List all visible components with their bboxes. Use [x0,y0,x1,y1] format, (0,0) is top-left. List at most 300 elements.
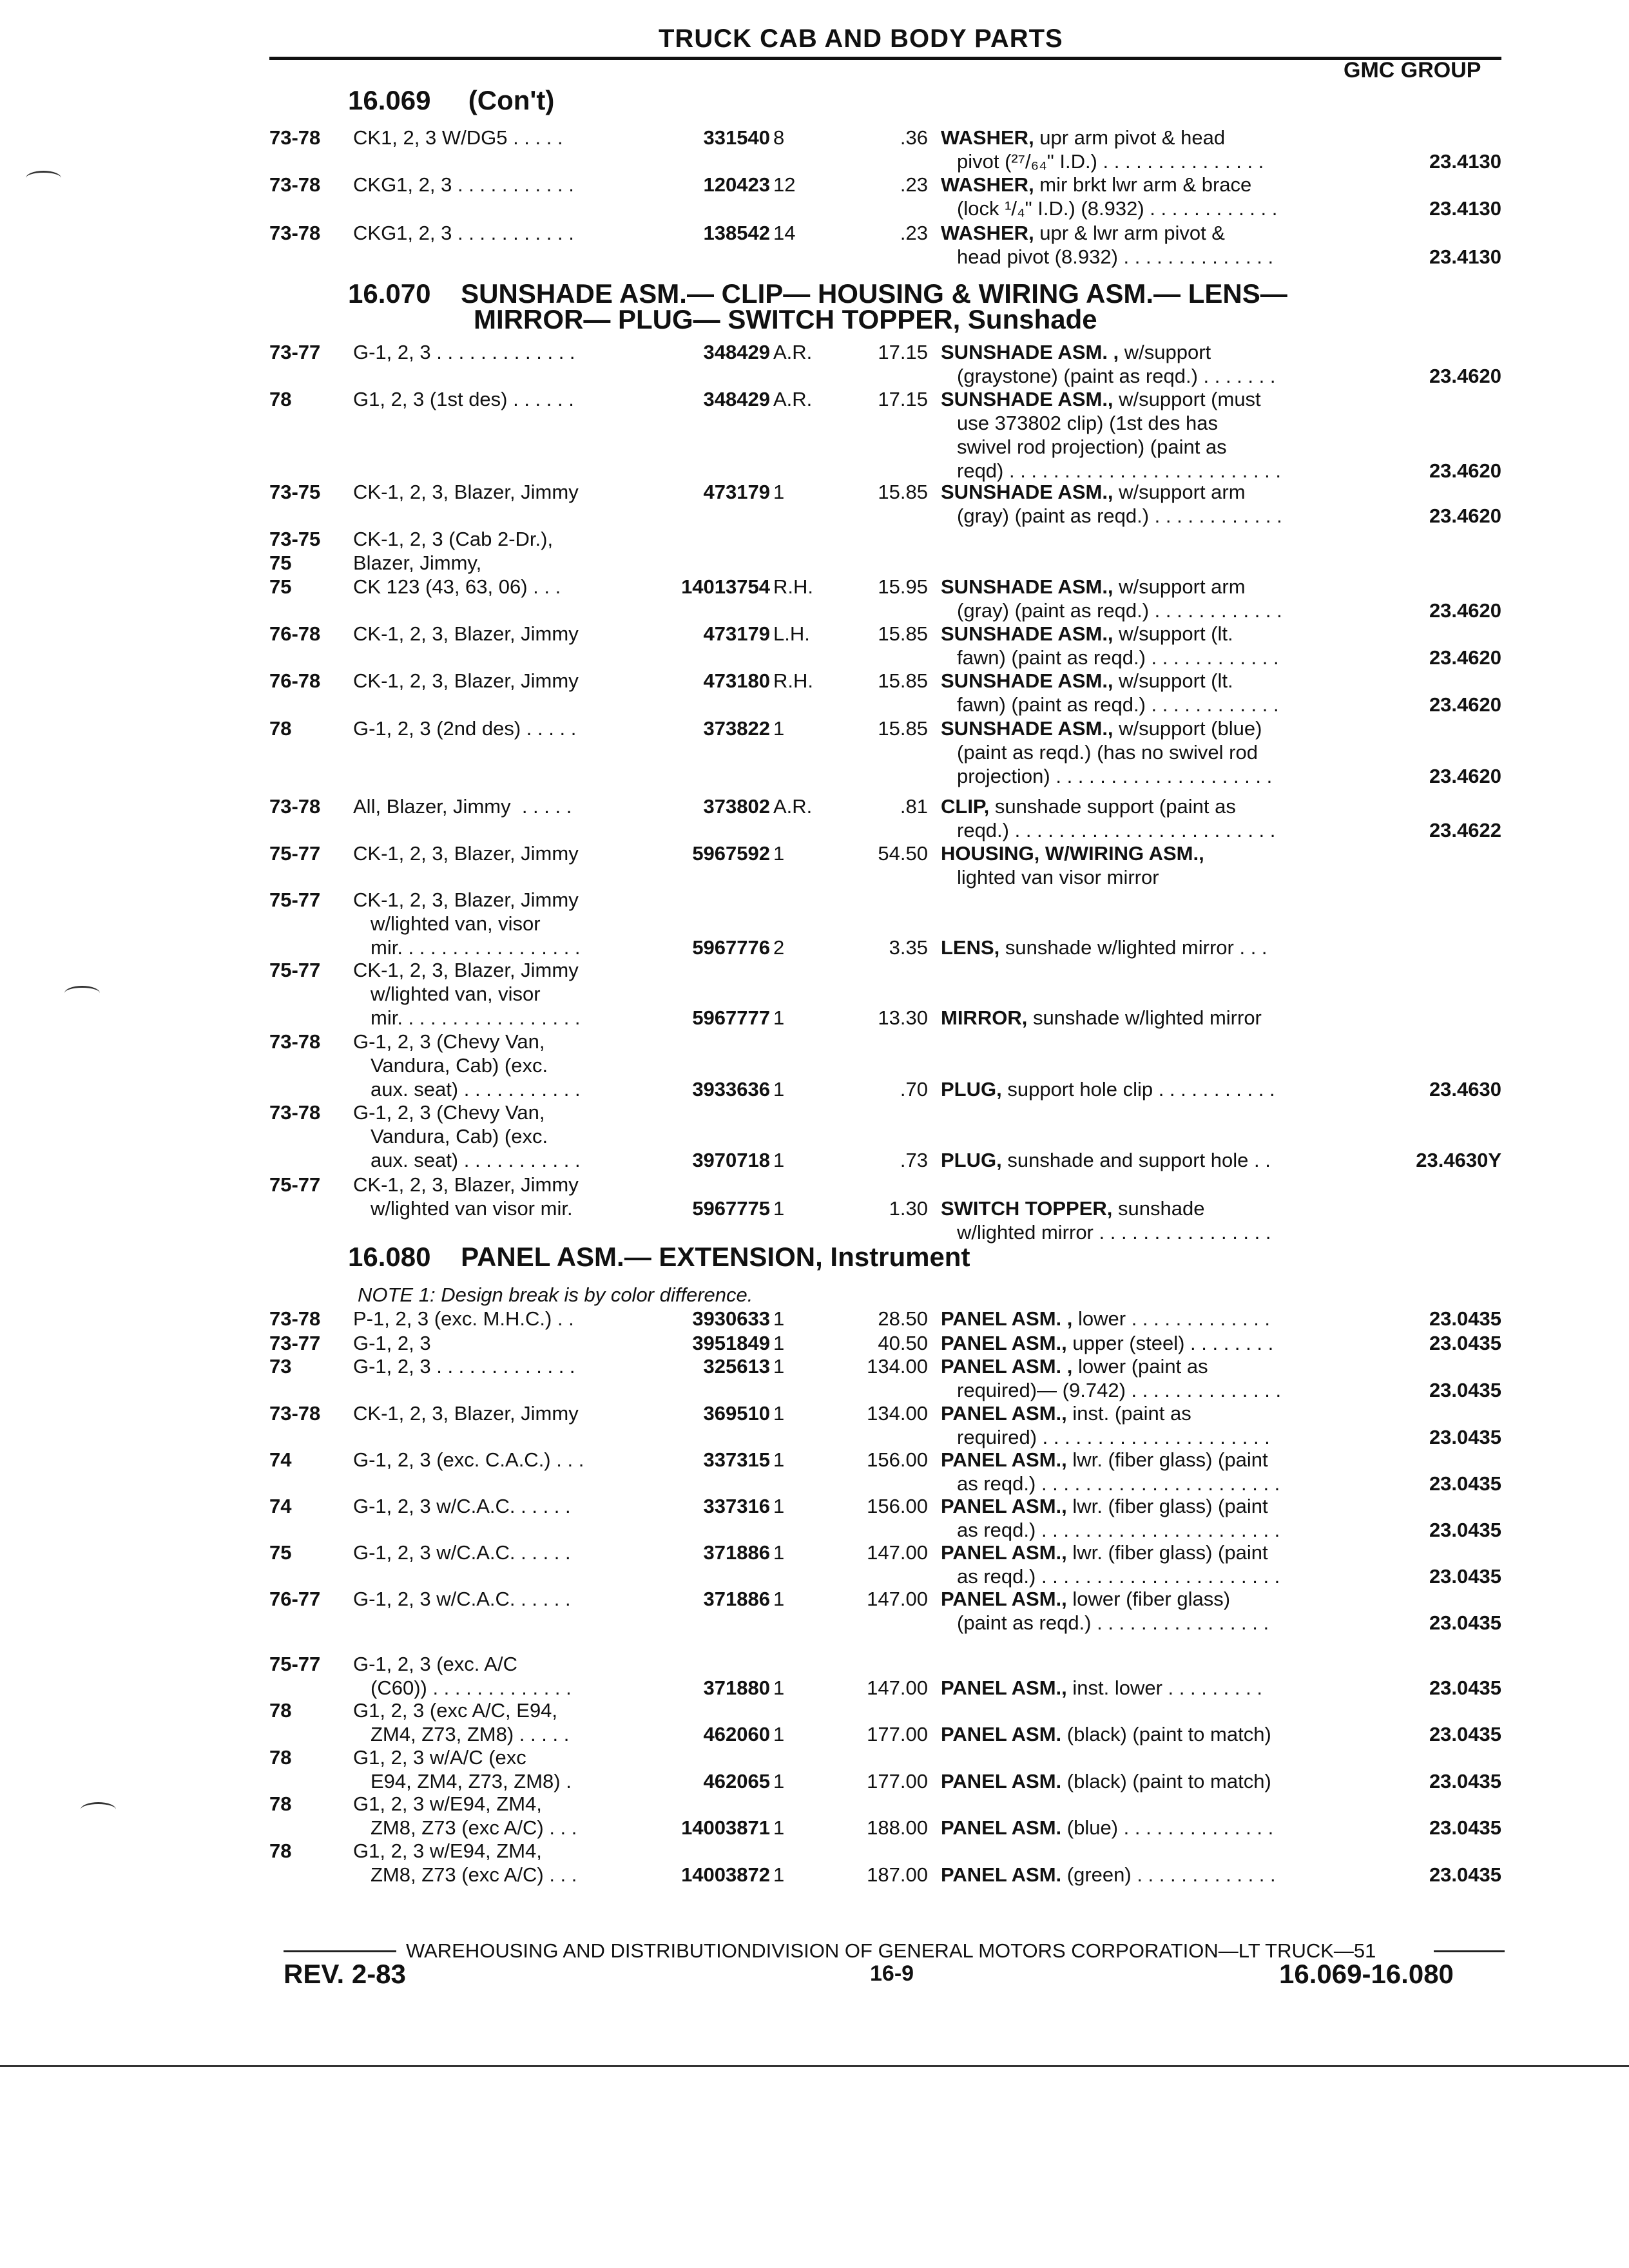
catalog-number: 23.4620 [1429,765,1501,787]
model-years: 76-78 [269,669,321,692]
quantity: A.R. [773,388,813,410]
catalog-number: 23.4130 [1429,197,1501,220]
description-name: PANEL ASM. [941,1723,1062,1745]
price: .70 [900,1078,928,1100]
description [941,173,1251,197]
description-name: WASHER, [941,126,1034,149]
part-number: 348429 [703,388,770,410]
description [941,936,1268,959]
model-years: 73-78 [269,173,321,196]
description-name: SUNSHADE ASM., [941,481,1113,503]
application: CK-1, 2, 3, Blazer, Jimmy [353,622,579,645]
description [941,1676,1262,1700]
description-text: swivel rod projection) (paint as [957,436,1227,458]
application: G-1, 2, 3 (Chevy Van, [353,1101,545,1124]
part-number: 14003871 [681,1816,770,1839]
description [941,1077,1275,1101]
quantity: 14 [773,222,796,244]
description [941,221,1225,245]
price: 3.35 [889,936,928,959]
quantity: 1 [773,1588,785,1610]
part-number: 462060 [703,1723,770,1745]
model-years: 75-77 [269,1173,321,1196]
model-years: 73-78 [269,1402,321,1425]
description-text: w/support arm [1113,575,1246,598]
description-name: PANEL ASM. [941,1770,1062,1792]
description [941,716,1262,740]
quantity: 1 [773,1723,785,1745]
application: CK-1, 2, 3, Blazer, Jimmy [353,1173,579,1196]
margin-mark [81,1802,116,1817]
application: G-1, 2, 3 w/C.A.C. . . . . . [353,1541,571,1564]
description [941,387,1261,411]
quantity: 1 [773,481,785,503]
quantity: 1 [773,1863,785,1886]
quantity: 1 [773,1355,785,1378]
footer-division-text: WAREHOUSING AND DISTRIBUTIONDIVISION OF GENERAL MOTORS CORPORATION—LT TRUCK—51 [406,1939,1376,1962]
description-text: inst. (paint as [1066,1402,1191,1425]
catalog-number: 23.0435 [1429,1332,1501,1354]
model-years: 78 [269,388,292,410]
page-number: 16-9 [870,1961,914,1986]
section-heading: 16.069 (Con't) [348,85,555,115]
description-text: support hole clip . . . . . . . . . . . [1001,1078,1275,1100]
catalog-number: 23.0435 [1429,1565,1501,1588]
application: Blazer, Jimmy, [353,552,482,574]
model-years: 73-77 [269,341,321,363]
quantity: R.H. [773,669,813,692]
price: .23 [900,222,928,244]
catalog-number: 23.4620 [1429,459,1501,482]
description-text: w/support (lt. [1113,669,1233,692]
description-text: sunshade w/lighted mirror . . . [999,936,1268,959]
price: 177.00 [867,1723,928,1745]
catalog-number: 23.0435 [1429,1611,1501,1634]
margin-mark [64,986,100,1001]
price: .36 [900,126,928,149]
description-name: SUNSHADE ASM., [941,622,1113,645]
part-number: 331540 [703,126,770,149]
application: G-1, 2, 3 . . . . . . . . . . . . . [353,1355,575,1378]
part-number: 371886 [703,1588,770,1610]
quantity: 1 [773,717,785,740]
group-label: GMC GROUP [1344,58,1481,82]
catalog-number: 23.4130 [1429,245,1501,268]
description-name: CLIP, [941,795,990,818]
description-text: (graystone) (paint as reqd.) . . . . . . . [957,365,1276,387]
model-years: 78 [269,717,292,740]
description-text: upr arm pivot & head [1034,126,1226,149]
description [941,126,1225,149]
description-text: upr & lwr arm pivot & [1034,222,1225,244]
catalog-number: 23.4620 [1429,505,1501,527]
description-text: (black) (paint to match) [1061,1723,1271,1745]
description-name: PANEL ASM. [941,1816,1062,1839]
part-number: 14003872 [681,1863,770,1886]
application: G1, 2, 3 (exc A/C, E94, [353,1699,558,1722]
quantity: 2 [773,936,785,959]
part-number: 348429 [703,341,770,363]
description-text: pivot (²⁷/₆₄" I.D.) . . . . . . . . . . . . . . . [957,150,1264,173]
quantity: 1 [773,1332,785,1354]
description-name: SWITCH TOPPER, [941,1197,1113,1220]
description-text: reqd) . . . . . . . . . . . . . . . . . . . . . . . . . [957,459,1282,482]
price: 156.00 [867,1448,928,1471]
description [941,669,1233,693]
description-name: WASHER, [941,222,1034,244]
page-edge-line [0,2065,1629,2067]
description-text: w/support [1119,341,1211,363]
description [941,1401,1191,1425]
catalog-number: 23.4630 [1429,1078,1501,1100]
application: G1, 2, 3 (1st des) . . . . . . [353,388,574,410]
application: G1, 2, 3 w/A/C (exc [353,1746,526,1769]
application: w/lighted van, visor [371,983,541,1005]
model-years: 78 [269,1840,292,1862]
description-text: w/support (must [1113,388,1261,410]
application: mir. . . . . . . . . . . . . . . . . [371,1006,581,1029]
quantity: 1 [773,1402,785,1425]
application: CK1, 2, 3 W/DG5 . . . . . [353,126,563,149]
description-name: WASHER, [941,173,1034,196]
price: 15.95 [878,575,928,598]
price: 17.15 [878,341,928,363]
description-text: upper (steel) . . . . . . . . [1066,1332,1274,1354]
description-text: fawn) (paint as reqd.) . . . . . . . . . . . . [957,693,1279,716]
description-name: PANEL ASM. [941,1863,1062,1886]
description [941,1331,1273,1355]
quantity: 1 [773,1149,785,1171]
description-name: PANEL ASM., [941,1541,1067,1564]
catalog-number: 23.4620 [1429,646,1501,669]
description [941,1587,1230,1611]
description-text: (black) (paint to match) [1061,1770,1271,1792]
description-name: PANEL ASM. , [941,1307,1073,1330]
catalog-number: 23.0435 [1429,1816,1501,1839]
description-name: MIRROR, [941,1006,1028,1029]
price: 147.00 [867,1677,928,1699]
part-number: 5967592 [692,842,770,865]
price: 15.85 [878,622,928,645]
model-years: 75-77 [269,842,321,865]
application: CK-1, 2, 3, Blazer, Jimmy [353,481,579,503]
quantity: 1 [773,1448,785,1471]
description-text: lwr. (fiber glass) (paint [1066,1495,1268,1517]
section-heading-continued: MIRROR— PLUG— SWITCH TOPPER, Sunshade [474,304,1097,334]
model-years: 75-77 [269,1653,321,1675]
application: CK 123 (43, 63, 06) . . . [353,575,561,598]
description-name: PANEL ASM. , [941,1355,1073,1378]
application: CK-1, 2, 3, Blazer, Jimmy [353,959,579,981]
price: 54.50 [878,842,928,865]
catalog-number: 23.0435 [1429,1472,1501,1495]
model-years: 78 [269,1699,292,1722]
model-years: 73-78 [269,1030,321,1053]
description [941,1863,1276,1887]
description-text: (paint as reqd.) . . . . . . . . . . . . . . . . [957,1611,1269,1634]
quantity: R.H. [773,575,813,598]
description-text: as reqd.) . . . . . . . . . . . . . . . . . . . . . . [957,1565,1280,1588]
description-text: required)— (9.742) . . . . . . . . . . . . . . [957,1379,1282,1401]
model-years: 75 [269,552,292,574]
application: G1, 2, 3 w/E94, ZM4, [353,1792,542,1815]
catalog-number: 23.4130 [1429,150,1501,173]
application: aux. seat) . . . . . . . . . . . [371,1078,581,1100]
catalog-number: 23.0435 [1429,1379,1501,1401]
catalog-number: 23.0435 [1429,1677,1501,1699]
application: G-1, 2, 3 w/C.A.C. . . . . . [353,1588,571,1610]
quantity: 1 [773,1006,785,1029]
description-text: as reqd.) . . . . . . . . . . . . . . . . . . . . . . [957,1472,1280,1495]
part-number: 3970718 [692,1149,770,1171]
description-text: required) . . . . . . . . . . . . . . . . . . . . . [957,1426,1270,1448]
description-name: PANEL ASM., [941,1677,1067,1699]
model-years: 75 [269,1541,292,1564]
description-name: SUNSHADE ASM., [941,575,1113,598]
description-text: (blue) . . . . . . . . . . . . . . [1061,1816,1274,1839]
catalog-number: 23.0435 [1429,1863,1501,1886]
page-title: TRUCK CAB AND BODY PARTS [659,24,1063,53]
model-years: 73 [269,1355,292,1378]
part-number: 462065 [703,1770,770,1792]
price: 147.00 [867,1588,928,1610]
quantity: 1 [773,1770,785,1792]
description-name: PLUG, [941,1078,1002,1100]
price: 15.85 [878,481,928,503]
description-text: sunshade [1112,1197,1205,1220]
part-number: 473179 [703,481,770,503]
description-name: PANEL ASM., [941,1332,1067,1354]
application: G-1, 2, 3 (Chevy Van, [353,1030,545,1053]
description-text: lower (fiber glass) [1066,1588,1231,1610]
application: mir. . . . . . . . . . . . . . . . . [371,936,581,959]
part-number: 371886 [703,1541,770,1564]
application: P-1, 2, 3 (exc. M.H.C.) . . [353,1307,574,1330]
price: 134.00 [867,1355,928,1378]
part-number: 120423 [703,173,770,196]
description [941,622,1233,646]
description [941,575,1246,599]
catalog-number: 23.4620 [1429,365,1501,387]
price: .73 [900,1149,928,1171]
application: CK-1, 2, 3, Blazer, Jimmy [353,842,579,865]
quantity: 1 [773,1197,785,1220]
description-text: lwr. (fiber glass) (paint [1066,1541,1268,1564]
description-text: sunshade w/lighted mirror [1027,1006,1262,1029]
catalog-number: 23.4620 [1429,693,1501,716]
model-years: 75-77 [269,959,321,981]
description-text: fawn) (paint as reqd.) . . . . . . . . . . . . [957,646,1279,669]
application: G-1, 2, 3 (exc. C.A.C.) . . . [353,1448,584,1471]
price: 1.30 [889,1197,928,1220]
part-number: 138542 [703,222,770,244]
quantity: L.H. [773,622,810,645]
application: G-1, 2, 3 [353,1332,431,1354]
price: 15.85 [878,669,928,692]
description-text: (lock ¹/₄" I.D.) (8.932) . . . . . . . . . . . . [957,197,1278,220]
price: 187.00 [867,1863,928,1886]
description-name: PLUG, [941,1149,1002,1171]
description-name: PANEL ASM., [941,1495,1067,1517]
quantity: 1 [773,1078,785,1100]
application: CKG1, 2, 3 . . . . . . . . . . . [353,173,574,196]
part-number: 473179 [703,622,770,645]
quantity: 12 [773,173,796,196]
application: ZM8, Z73 (exc A/C) . . . [371,1863,577,1886]
description-text: lower (paint as [1072,1355,1208,1378]
part-number: 14013754 [681,575,770,598]
model-years: 75-77 [269,889,321,911]
description-text: lower . . . . . . . . . . . . . [1072,1307,1271,1330]
application: G-1, 2, 3 . . . . . . . . . . . . . [353,341,575,363]
application: G-1, 2, 3 w/C.A.C. . . . . . [353,1495,571,1517]
part-number: 373822 [703,717,770,740]
description [941,480,1246,504]
application: G-1, 2, 3 (exc. A/C [353,1653,517,1675]
application: ZM4, Z73, ZM8) . . . . . [371,1723,570,1745]
application: CK-1, 2, 3 (Cab 2-Dr.), [353,528,554,550]
part-number: 3951849 [692,1332,770,1354]
description [941,1307,1270,1331]
description-text: sunshade and support hole . . [1001,1149,1271,1171]
catalog-number: 23.0435 [1429,1426,1501,1448]
price: .81 [900,795,928,818]
footer-rule-right [1434,1950,1505,1952]
description [941,340,1211,364]
description-text: (gray) (paint as reqd.) . . . . . . . . . . . . [957,599,1282,622]
description [941,1006,1262,1030]
application: aux. seat) . . . . . . . . . . . [371,1149,581,1171]
application: Vandura, Cab) (exc. [371,1125,548,1148]
description-text: w/support (lt. [1113,622,1233,645]
application: w/lighted van, visor [371,912,541,935]
model-years: 73-75 [269,481,321,503]
description [941,1196,1204,1220]
description [941,794,1236,818]
application: G-1, 2, 3 (2nd des) . . . . . [353,717,577,740]
part-number: 325613 [703,1355,770,1378]
description [941,1494,1268,1518]
margin-mark [26,171,61,186]
footer-rule-left [284,1950,396,1952]
application: G1, 2, 3 w/E94, ZM4, [353,1840,542,1862]
model-years: 73-78 [269,1101,321,1124]
catalog-number: 23.4630Y [1416,1149,1501,1171]
description-text: reqd.) . . . . . . . . . . . . . . . . . . . . . . . . [957,819,1276,841]
description-text: w/lighted mirror . . . . . . . . . . . . . . . . [957,1221,1271,1244]
part-number: 373802 [703,795,770,818]
model-years: 73-78 [269,1307,321,1330]
description-text: use 373802 clip) (1st des has [957,412,1218,434]
model-years: 78 [269,1746,292,1769]
description-name: PANEL ASM., [941,1588,1067,1610]
description-text: w/support arm [1113,481,1246,503]
description-text: lwr. (fiber glass) (paint [1066,1448,1268,1471]
price: 188.00 [867,1816,928,1839]
description [941,1722,1271,1746]
revision-label: REV. 2-83 [284,1959,406,1989]
description-text: (paint as reqd.) (has no swivel rod [957,741,1258,764]
quantity: A.R. [773,795,813,818]
application: Vandura, Cab) (exc. [371,1054,548,1077]
description [941,1354,1208,1378]
part-number: 5967776 [692,936,770,959]
catalog-number: 23.0435 [1429,1723,1501,1745]
model-years: 73-78 [269,795,321,818]
model-years: 76-77 [269,1588,321,1610]
catalog-number: 23.4620 [1429,599,1501,622]
description-text: projection) . . . . . . . . . . . . . . . . . . . . [957,765,1273,787]
quantity: 1 [773,842,785,865]
quantity: 1 [773,1495,785,1517]
description-name: SUNSHADE ASM. , [941,341,1119,363]
part-number: 473180 [703,669,770,692]
description-text: (green) . . . . . . . . . . . . . [1061,1863,1276,1886]
description [941,1816,1273,1840]
price: .23 [900,173,928,196]
description [941,1769,1271,1793]
section-note: NOTE 1: Design break is by color difference. [358,1283,753,1306]
price: 15.85 [878,717,928,740]
description-text: head pivot (8.932) . . . . . . . . . . . . . . [957,245,1274,268]
application: CKG1, 2, 3 . . . . . . . . . . . [353,222,574,244]
model-years: 74 [269,1495,292,1517]
application: w/lighted van visor mir. [371,1197,573,1220]
model-years: 73-75 [269,528,321,550]
quantity: A.R. [773,341,813,363]
section-heading: 16.080 PANEL ASM.— EXTENSION, Instrument [348,1242,970,1272]
description-name: SUNSHADE ASM., [941,717,1113,740]
part-number: 5967777 [692,1006,770,1029]
description-text: w/support (blue) [1113,717,1262,740]
part-number: 337316 [703,1495,770,1517]
description-name: SUNSHADE ASM., [941,388,1113,410]
catalog-number: 23.0435 [1429,1519,1501,1541]
model-years: 75 [269,575,292,598]
section-range: 16.069-16.080 [1279,1959,1454,1989]
description-name: LENS, [941,936,1000,959]
price: 156.00 [867,1495,928,1517]
part-number: 5967775 [692,1197,770,1220]
description-name: PANEL ASM., [941,1402,1067,1425]
model-years: 73-77 [269,1332,321,1354]
part-number: 369510 [703,1402,770,1425]
model-years: 73-78 [269,126,321,149]
price: 134.00 [867,1402,928,1425]
part-number: 371880 [703,1677,770,1699]
description-text: sunshade support (paint as [989,795,1236,818]
price: 17.15 [878,388,928,410]
application: ZM8, Z73 (exc A/C) . . . [371,1816,577,1839]
description-name: PANEL ASM., [941,1448,1067,1471]
description [941,1148,1271,1172]
quantity: 1 [773,1816,785,1839]
description [941,841,1204,865]
quantity: 1 [773,1541,785,1564]
section-heading: 16.070 SUNSHADE ASM.— CLIP— HOUSING & WIRING ASM.— LENS— [348,278,1287,309]
description-name: HOUSING, W/WIRING ASM., [941,842,1204,865]
description-text: lighted van visor mirror [957,866,1159,889]
application: CK-1, 2, 3, Blazer, Jimmy [353,669,579,692]
description-name: SUNSHADE ASM., [941,669,1113,692]
price: 28.50 [878,1307,928,1330]
description [941,1448,1268,1472]
application: CK-1, 2, 3, Blazer, Jimmy [353,889,579,911]
application: E94, ZM4, Z73, ZM8) . [371,1770,572,1792]
part-number: 3933636 [692,1078,770,1100]
header-rule [269,57,1501,60]
quantity: 1 [773,1307,785,1330]
